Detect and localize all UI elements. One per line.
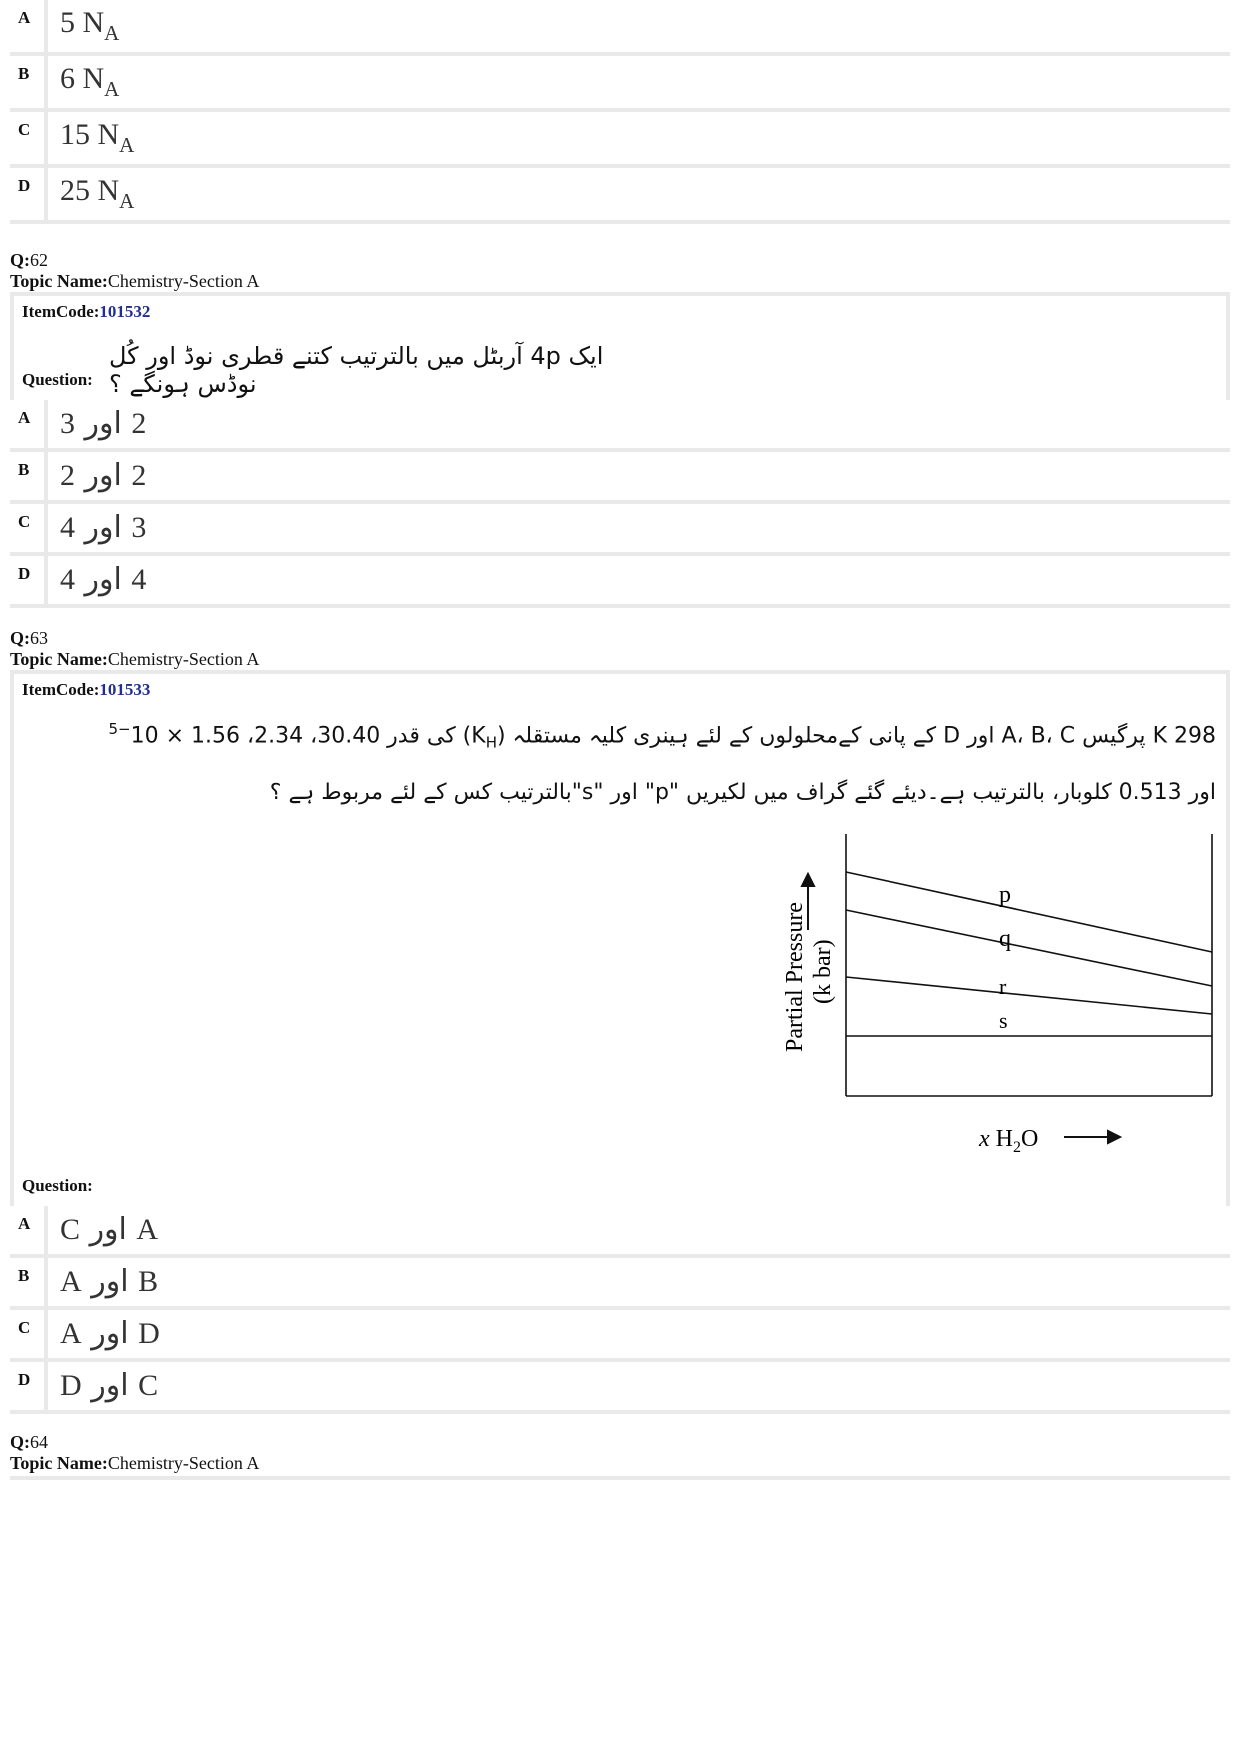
option-row[interactable] xyxy=(10,452,1230,500)
question-label: Question: xyxy=(22,370,93,389)
option-row[interactable] xyxy=(10,1362,1230,1410)
option-value: 3 اور 4 xyxy=(44,504,1230,552)
option-row[interactable] xyxy=(10,56,1230,108)
question-63 xyxy=(10,628,1230,1414)
option-letter: B xyxy=(10,1258,44,1306)
question-number: Q:64 xyxy=(10,1432,48,1452)
option-row[interactable] xyxy=(10,1258,1230,1306)
question-text-line-1: 298 K پرگیس A، B، C اور D کے پانی کےمحلولوں کے لئے ہینری کلیہ مستقلہ $(K_H)$ کی قدر 30.40، 2.34، $1.56 \times 10^{-5}$ xyxy=(108,720,1216,752)
option-row[interactable] xyxy=(10,504,1230,552)
option-value: C اور D xyxy=(44,1362,1230,1410)
question-number: Q:63 xyxy=(10,628,48,648)
graph-label-s: s xyxy=(999,1008,1008,1033)
graph-line-q xyxy=(846,910,1212,986)
graph-label-q: q xyxy=(999,926,1011,952)
option-value: A اور C xyxy=(44,1206,1230,1254)
option-letter: A xyxy=(10,400,44,448)
topic-name: Topic Name:Chemistry-Section A xyxy=(10,1453,260,1473)
partial-pressure-graph xyxy=(774,834,1224,1194)
graph-x-label: x $H_2O$ xyxy=(979,1126,1039,1156)
option-value: 15 $N_A$ xyxy=(44,112,1230,164)
graph-y-label-1: Partial Pressure xyxy=(782,902,808,1052)
option-letter: A xyxy=(10,1206,44,1254)
option-letter: D xyxy=(10,556,44,604)
divider xyxy=(10,1476,1230,1480)
option-value: 4 اور 4 xyxy=(44,556,1230,604)
question-label: Question: xyxy=(22,1176,93,1195)
graph-label-r: r xyxy=(999,974,1007,999)
option-value: 25 $N_A$ xyxy=(44,168,1230,220)
question-62 xyxy=(10,250,1230,608)
question-text: ایک 4p آربٹل میں بالترتیب کتنے قطری نوڈ اور کُل نوڈس ہونگے ؟ xyxy=(109,342,604,398)
option-row[interactable] xyxy=(10,1310,1230,1358)
options-table xyxy=(10,1202,1230,1414)
option-value: 6 $N_A$ xyxy=(44,56,1230,108)
item-code: ItemCode:101533 xyxy=(22,680,151,699)
question-text-line-2: اور 0.513 کلوبار، بالترتیب ہے۔دیئے گئے گراف میں لکیریں "p" اور "s"بالترتیب کس کے لئے مربوط ہے ؟ xyxy=(269,780,1216,805)
option-letter: C xyxy=(10,504,44,552)
option-value: B اور A xyxy=(44,1258,1230,1306)
option-row[interactable] xyxy=(10,1206,1230,1254)
option-letter: A xyxy=(10,0,44,52)
graph-line-r xyxy=(846,977,1212,1014)
option-row[interactable] xyxy=(10,0,1230,52)
option-row[interactable] xyxy=(10,112,1230,164)
option-letter: D xyxy=(10,1362,44,1410)
topic-name: Topic Name:Chemistry-Section A xyxy=(10,649,260,669)
question-box xyxy=(10,670,1230,1206)
graph-label-p: p xyxy=(999,882,1011,908)
option-value: 2 اور 2 xyxy=(44,452,1230,500)
option-letter: C xyxy=(10,1310,44,1358)
question-box xyxy=(10,292,1230,400)
graph-line-p xyxy=(846,872,1212,952)
options-table xyxy=(10,396,1230,608)
question-number: Q:62 xyxy=(10,250,48,270)
option-value: 2 اور 3 xyxy=(44,400,1230,448)
item-code: ItemCode:101532 xyxy=(22,302,151,321)
graph-x-arrow xyxy=(1064,1131,1120,1143)
prev-options-table xyxy=(10,0,1230,224)
option-letter: B xyxy=(10,452,44,500)
graph-y-label-2: (k bar) xyxy=(810,939,836,1004)
option-letter: B xyxy=(10,56,44,108)
topic-name: Topic Name:Chemistry-Section A xyxy=(10,271,260,291)
option-value: 5 $N_A$ xyxy=(44,0,1230,52)
option-letter: D xyxy=(10,168,44,220)
option-value: D اور A xyxy=(44,1310,1230,1358)
question-64 xyxy=(10,1432,1230,1480)
option-row[interactable] xyxy=(10,168,1230,220)
option-row[interactable] xyxy=(10,556,1230,604)
option-letter: C xyxy=(10,112,44,164)
option-row[interactable] xyxy=(10,400,1230,448)
